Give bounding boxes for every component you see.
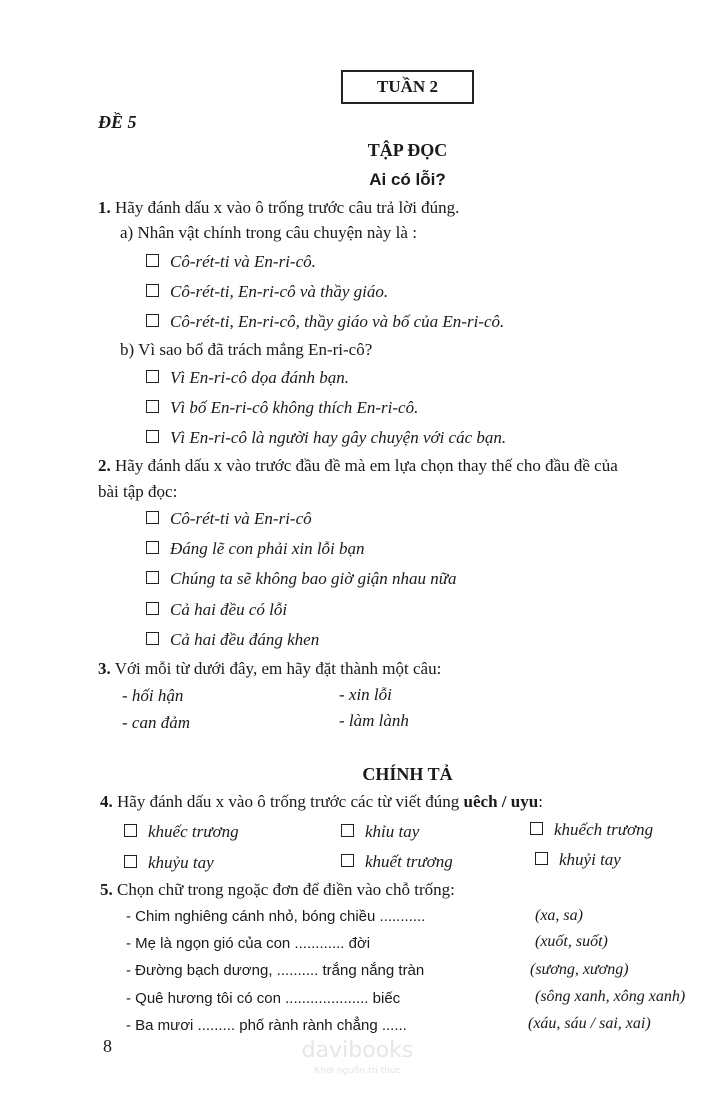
question-2-option[interactable]: Đáng lẽ con phải xin lỗi bạn	[146, 539, 365, 559]
question-2-option[interactable]: Chúng ta sẽ không bao giờ giận nhau nữa	[146, 569, 457, 589]
word-item: - hối hận	[122, 686, 184, 705]
question-4-option[interactable]: khuỷi tay	[535, 850, 621, 870]
question-1b-option[interactable]: Vì En-ri-cô là người hay gây chuyện với các bạn.	[146, 428, 506, 448]
fill-line: - Mẹ là ngọn gió của con ............ đời	[126, 935, 371, 952]
week-heading: TUẦN 2	[341, 70, 474, 104]
question-4-rhyme: uêch / uyu	[463, 792, 539, 811]
question-4-number: 4.	[100, 792, 113, 811]
checkbox[interactable]	[124, 855, 137, 868]
checkbox[interactable]	[146, 430, 159, 443]
checkbox[interactable]	[146, 602, 159, 615]
word-item: - can đảm	[122, 713, 190, 732]
checkbox[interactable]	[146, 511, 159, 524]
checkbox[interactable]	[341, 854, 354, 867]
exam-label: ĐỀ 5	[98, 112, 137, 132]
checkbox[interactable]	[146, 370, 159, 383]
question-3	[98, 659, 441, 679]
question-4-prompt: Hãy đánh dấu x vào ô trống trước các từ viết đúng	[117, 792, 460, 811]
question-5	[100, 880, 455, 900]
question-4-option[interactable]: khuếc trương	[124, 822, 239, 842]
question-1b-prompt: b) Vì sao bố đã trách mắng En-ri-cô?	[120, 340, 373, 359]
checkbox[interactable]	[146, 541, 159, 554]
fill-line: - Quê hương tôi có con .................... biếc	[126, 990, 401, 1007]
question-1a-option[interactable]: Cô-rét-ti, En-ri-cô, thầy giáo và bố của En-ri-cô.	[146, 312, 504, 332]
question-5-prompt: Chọn chữ trong ngoặc đơn để điền vào chỗ trống:	[117, 880, 455, 899]
question-4-option[interactable]: khuết trương	[341, 852, 453, 872]
checkbox[interactable]	[146, 632, 159, 645]
question-1b-option[interactable]: Vì bố En-ri-cô không thích En-ri-cô.	[146, 398, 418, 418]
question-1a-option[interactable]: Cô-rét-ti, En-ri-cô và thầy giáo.	[146, 282, 388, 302]
reading-section-title: TẬP ĐỌC	[367, 140, 448, 160]
question-4-option[interactable]: khỉu tay	[341, 822, 419, 842]
checkbox[interactable]	[146, 254, 159, 267]
question-1-number: 1.	[98, 198, 111, 217]
question-2-option[interactable]: Cả hai đều có lỗi	[146, 600, 287, 620]
checkbox[interactable]	[146, 400, 159, 413]
fill-hint: (xa, sa)	[535, 907, 583, 924]
question-3-prompt: Với mỗi từ dưới đây, em hãy đặt thành một câu:	[114, 659, 442, 678]
question-2-prompt-cont: bài tập đọc:	[98, 482, 178, 501]
question-1-prompt: Hãy đánh dấu x vào ô trống trước câu trả lời đúng.	[115, 198, 460, 217]
checkbox[interactable]	[341, 824, 354, 837]
question-2-option[interactable]: Cô-rét-ti và En-ri-cô	[146, 509, 312, 529]
fill-hint: (sương, xương)	[530, 961, 629, 978]
fill-hint: (xáu, sáu / sai, xai)	[528, 1015, 651, 1032]
fill-line: - Đường bạch dương, .......... trắng nắng tràn	[126, 962, 425, 979]
checkbox[interactable]	[146, 571, 159, 584]
question-1b-option[interactable]: Vì En-ri-cô dọa đánh bạn.	[146, 368, 349, 388]
checkbox[interactable]	[146, 284, 159, 297]
question-2-option[interactable]: Cả hai đều đáng khen	[146, 630, 319, 650]
checkbox[interactable]	[146, 314, 159, 327]
question-5-number: 5.	[100, 880, 113, 899]
story-title: Ai có lỗi?	[369, 170, 446, 189]
watermark-logo: davibooks	[301, 1038, 414, 1063]
question-4-option[interactable]: khuếch trương	[530, 820, 653, 840]
question-3-number: 3.	[98, 659, 111, 678]
checkbox[interactable]	[530, 822, 543, 835]
checkbox[interactable]	[124, 824, 137, 837]
question-2	[98, 456, 618, 476]
watermark-tagline: Khơi nguồn tri thức	[314, 1066, 401, 1076]
page-number: 8	[103, 1036, 112, 1056]
spelling-section-title: CHÍNH TẢ	[362, 764, 453, 784]
question-2-number: 2.	[98, 456, 111, 475]
question-4: 4. Hãy đánh dấu x vào ô trống trước các từ viết đúng uêch / uyu:	[100, 792, 543, 811]
question-1	[98, 198, 459, 218]
fill-line: - Chim nghiêng cánh nhỏ, bóng chiều ...........	[126, 908, 426, 925]
question-2-prompt: Hãy đánh dấu x vào trước đầu đề mà em lựa chọn thay thế cho đầu đề của	[115, 456, 618, 475]
fill-hint: (sông xanh, xông xanh)	[535, 988, 686, 1005]
word-item: - làm lành	[339, 711, 409, 730]
fill-line: - Ba mươi ......... phố rành rành chẳng ......	[126, 1017, 407, 1034]
fill-hint: (xuốt, suốt)	[535, 933, 608, 950]
checkbox[interactable]	[535, 852, 548, 865]
question-1a-prompt: a) Nhân vật chính trong câu chuyện này là :	[120, 223, 417, 242]
word-item: - xin lỗi	[339, 685, 392, 704]
question-4-option[interactable]: khuỷu tay	[124, 853, 214, 873]
question-1a-option[interactable]: Cô-rét-ti và En-ri-cô.	[146, 252, 316, 272]
